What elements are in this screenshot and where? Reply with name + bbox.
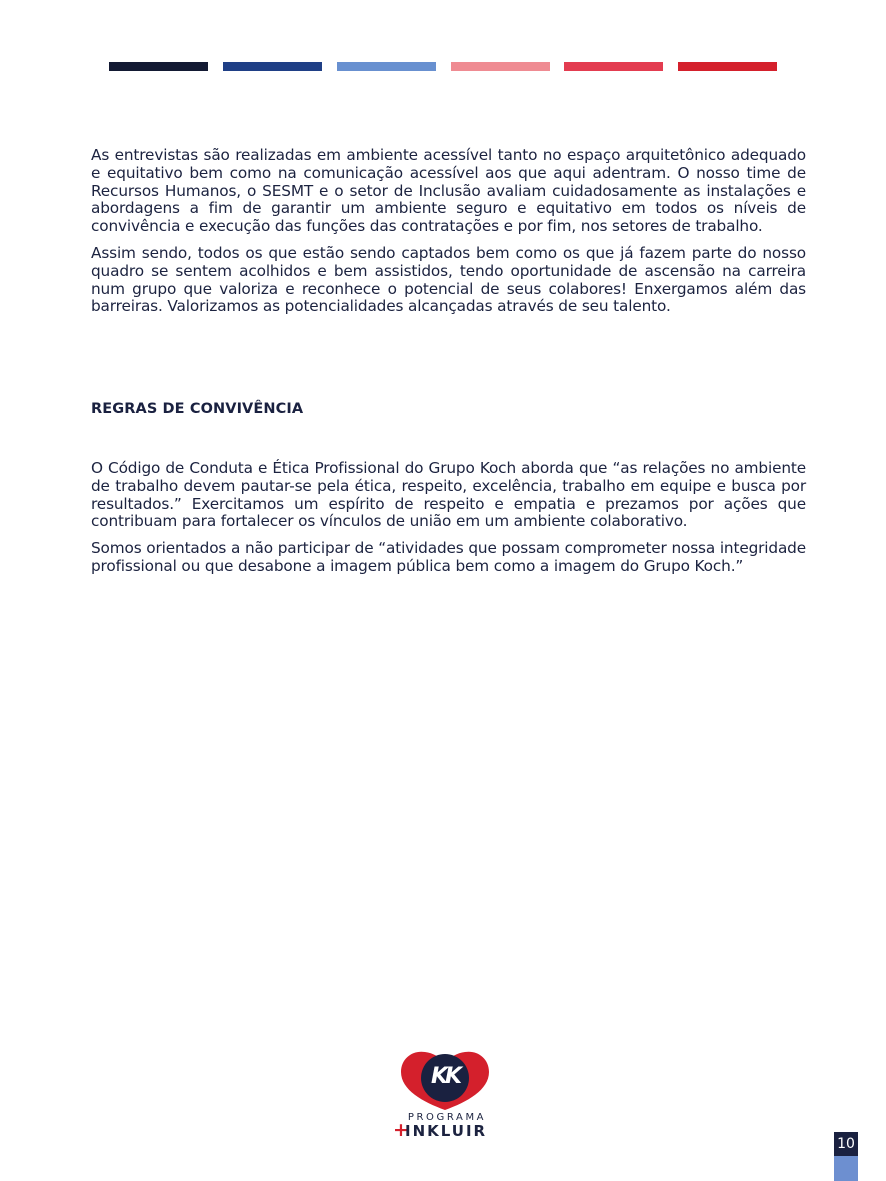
programa-inkluir-logo — [393, 1046, 497, 1144]
header-bar-1 — [109, 62, 208, 71]
section-heading: REGRAS DE CONVIVÊNCIA — [91, 401, 304, 417]
logo-plus: + — [393, 1119, 409, 1141]
paragraph: Somos orientados a não participar de “atividades que possam comprometer nossa integridade profissional ou que desabone a imagem pública bem como a imagem do Grupo Koch.” — [91, 539, 806, 575]
header-bar-3 — [337, 62, 436, 71]
logo-line2: INKLUIR — [405, 1122, 488, 1140]
paragraph: As entrevistas são realizadas em ambiente acessível tanto no espaço arquitetônico adequado e equitativo bem como na comunicação acessível aos que aqui adentram. O nosso time de Recursos Humanos, o SESMT e o setor de Inclusão avaliam cuidadosamente as instalações e abordagens a fim de garantir um ambiente seguro e equitativo em todos os níveis de convivência e execução das funções das contratações e por fim, nos setores de trabalho. — [91, 146, 806, 236]
header-bar-6 — [678, 62, 777, 71]
rules-section — [91, 460, 806, 576]
logo-line1: PROGRAMA — [407, 1112, 487, 1123]
page-tab — [834, 1156, 858, 1181]
header-bar-5 — [564, 62, 663, 71]
paragraph: Assim sendo, todos os que estão sendo captados bem como os que já fazem parte do nosso quadro se sentem acolhidos e bem assistidos, tendo oportunidade de ascensão na carreira num grupo que valoriza e reconhece o potencial de seus colabores! Enxergamos além das barreiras. Valorizamos as potencialidades alcançadas através de seu talento. — [91, 243, 806, 316]
header-bar-4 — [451, 62, 550, 71]
logo-monogram: KK — [430, 1064, 460, 1089]
intro-section — [91, 147, 806, 316]
page-number: 10 — [834, 1132, 858, 1156]
paragraph: O Código de Conduta e Ética Profissional do Grupo Koch aborda que “as relações no ambiente de trabalho devem pautar-se pela ética, respeito, excelência, trabalho em equipe e busca por resultados.” Exercitamos um espírito de respeito e empatia e prezamos por ações que contribuam para fortalecer os vínculos de união em um ambiente colaborativo. — [91, 459, 806, 531]
header-bar-2 — [223, 62, 322, 71]
